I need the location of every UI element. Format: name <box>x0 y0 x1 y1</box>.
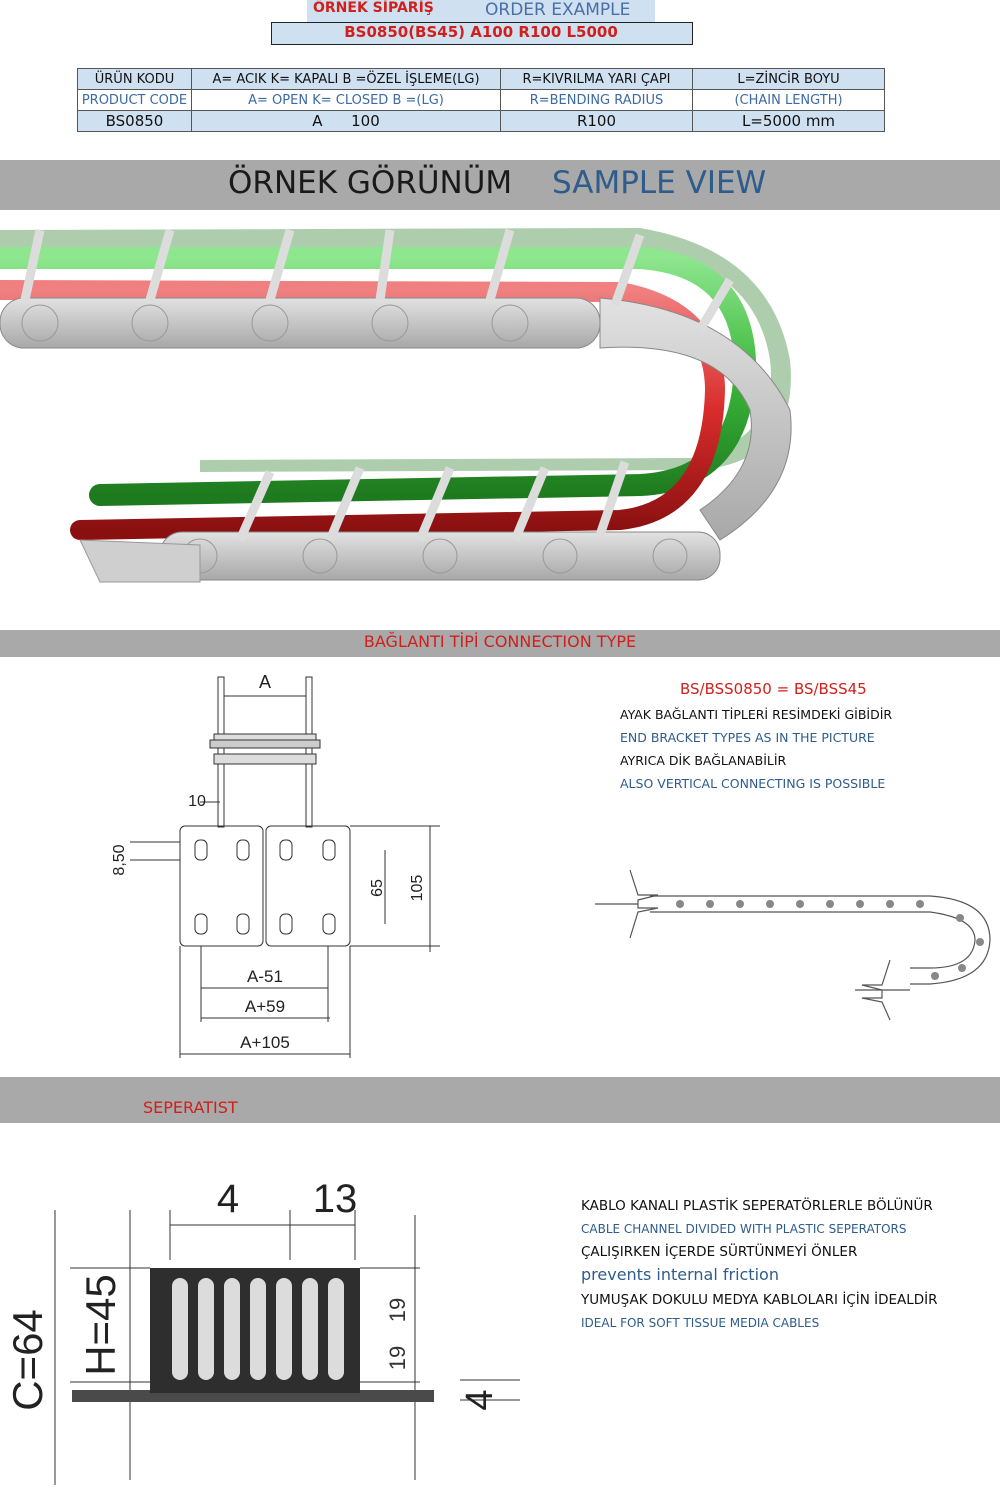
dim-8-50: 8,50 <box>111 844 128 876</box>
chain-end-plate <box>80 540 200 582</box>
table-cell: A= OPEN K= CLOSED B =(LG) <box>192 90 501 111</box>
dim-a-plus-59: A+59 <box>244 997 286 1016</box>
dim-c-64: C=64 <box>4 1309 51 1411</box>
dim-a-plus-105: A+105 <box>240 1033 290 1052</box>
dim-h-45: H=45 <box>77 1274 124 1376</box>
separator-line-2: CABLE CHANNEL DIVIDED WITH PLASTIC SEPERATORS <box>581 1222 907 1236</box>
dim-a: A <box>258 672 272 692</box>
table-cell: R=KIVRILMA YARI ÇAPI <box>501 69 693 90</box>
dim-19-a: 19 <box>385 1297 410 1323</box>
dim-19-b: 19 <box>385 1345 410 1371</box>
sample-view-title-en: SAMPLE VIEW <box>552 165 767 201</box>
dim-10: 10 <box>188 793 206 810</box>
connection-line-4: ALSO VERTICAL CONNECTING IS POSSIBLE <box>620 776 886 791</box>
order-code: BS0850(BS45) A100 R100 L5000 <box>344 23 618 41</box>
separator-line-6: IDEAL FOR SOFT TISSUE MEDIA CABLES <box>581 1316 820 1330</box>
dim-105: 105 <box>409 874 426 902</box>
table-cell: R100 <box>501 111 693 132</box>
separator-drawing <box>0 1150 530 1490</box>
table-row <box>78 69 885 90</box>
separator-title: SEPERATIST <box>143 1098 238 1117</box>
cable-chain-illustration <box>0 210 1000 610</box>
connection-line-2: END BRACKET TYPES AS IN THE PICTURE <box>620 730 875 745</box>
spec-table <box>77 68 885 132</box>
chain-links-upper <box>0 298 600 348</box>
separator-line-5: YUMUŞAK DOKULU MEDYA KABLOLARI İÇİN İDEALDİR <box>581 1292 938 1308</box>
table-cell: PRODUCT CODE <box>78 90 192 111</box>
connection-line-1: AYAK BAĞLANTI TİPLERİ RESİMDEKİ GİBİDİR <box>620 707 893 722</box>
dim-4-side: 4 <box>459 1389 501 1411</box>
table-cell: (CHAIN LENGTH) <box>693 90 885 111</box>
separator-line-1: KABLO KANALI PLASTİK SEPERATÖRLERLE BÖLÜNÜR <box>581 1198 933 1214</box>
table-cell: A 100 <box>192 111 501 132</box>
table-cell: ÜRÜN KODU <box>78 69 192 90</box>
table-cell: BS0850 <box>78 111 192 132</box>
table-row <box>78 90 885 111</box>
connection-title: BAĞLANTI TİPİ CONNECTION TYPE <box>363 632 637 651</box>
chain-side-sketch <box>590 860 1000 1030</box>
order-title-tr: ÖRNEK SİPARİŞ <box>313 0 434 16</box>
separator-line-4: prevents internal friction <box>581 1265 779 1284</box>
sample-view-title-tr: ÖRNEK GÖRÜNÜM <box>228 165 513 201</box>
dim-a-minus-51: A-51 <box>247 967 283 986</box>
table-cell: L=5000 mm <box>693 111 885 132</box>
dim-65: 65 <box>369 879 386 897</box>
connection-model: BS/BSS0850 = BS/BSS45 <box>680 680 867 698</box>
dim-4-top: 4 <box>216 1177 240 1221</box>
connection-drawing <box>100 662 460 1062</box>
table-cell: L=ZİNCİR BOYU <box>693 69 885 90</box>
separator-line-3: ÇALIŞIRKEN İÇERDE SÜRTÜNMEYİ ÖNLER <box>581 1244 858 1260</box>
order-title-en: ORDER EXAMPLE <box>485 0 631 20</box>
dim-13: 13 <box>312 1177 358 1221</box>
connection-line-3: AYRICA DİK BAĞLANABİLİR <box>620 753 787 768</box>
table-cell: A= ACIK K= KAPALI B =ÖZEL İŞLEME(LG) <box>192 69 501 90</box>
chain-links-curve <box>600 298 791 540</box>
table-row <box>78 111 885 132</box>
table-cell: R=BENDING RADIUS <box>501 90 693 111</box>
